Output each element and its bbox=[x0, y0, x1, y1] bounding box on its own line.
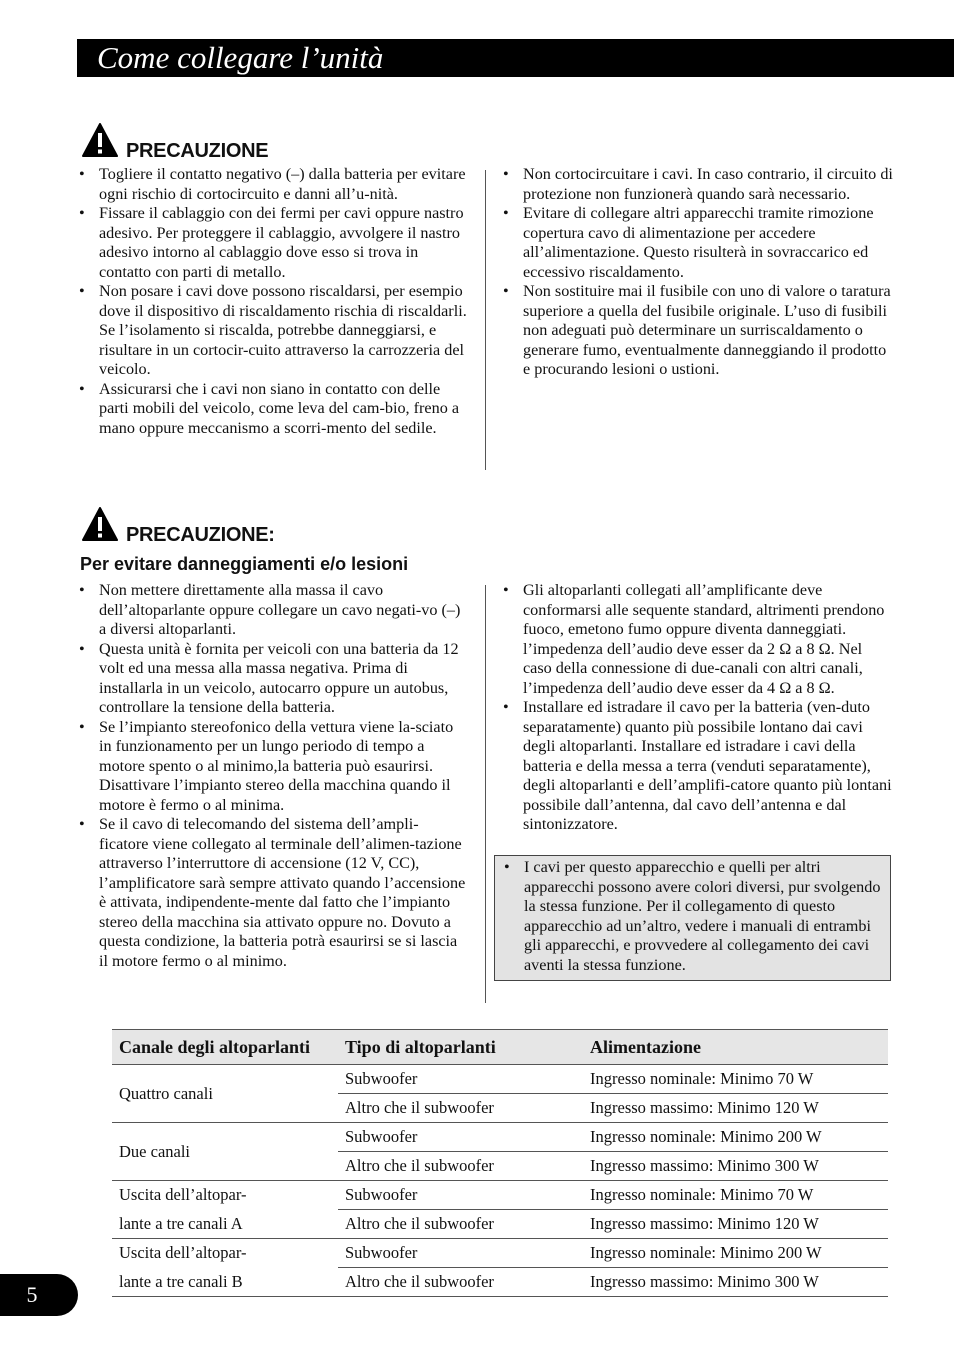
list-item-text: Se l’impianto stereofonico della vettura viene la-sciato in funzionamento per un lungo periodo di tempo a motore spento o al minimo,la batteria può esaurirsi. Disattivare l’impianto stereo della macchina quando il motore è fermo o al minima. bbox=[99, 717, 454, 814]
speaker-type-cell: Subwoofer bbox=[338, 1065, 583, 1094]
note-box bbox=[494, 855, 891, 981]
list-item-text: Se il cavo di telecomando del sistema dell’ampli-ficatore viene collegato al terminale dell’alimen-tazione attraverso l’interruttore di accensione (12 V, CC), l’amplificatore sarà sempre attivato quando l’accensione è attivata, indipendente-mente dal fatto che l’impianto stereo della macchina sia attivato oppure no. Dovuto a questa condizione, la batteria potrà esaurirsi se si lascia il motore fermo o al minimo. bbox=[99, 815, 466, 970]
table-row bbox=[112, 1239, 888, 1268]
list-item bbox=[77, 581, 467, 640]
column-divider bbox=[485, 585, 486, 1003]
speaker-type-cell: Altro che il subwoofer bbox=[338, 1268, 583, 1297]
power-cell: Ingresso nominale: Minimo 200 W bbox=[583, 1239, 888, 1268]
caution-subheading: Per evitare danneggiamenti e/o lesioni bbox=[80, 554, 409, 574]
channel-cell: lante a tre canali A bbox=[112, 1210, 338, 1239]
bullet: • bbox=[79, 581, 85, 599]
list-item bbox=[77, 380, 467, 439]
speaker-type-cell: Altro che il subwoofer bbox=[338, 1094, 583, 1123]
bullet: • bbox=[79, 165, 85, 183]
damage-left-column bbox=[77, 581, 467, 971]
list-item-text: Togliere il contatto negativo (–) dalla batteria per evitare ogni rischio di cortocircuito e danni all’u-nità. bbox=[99, 165, 466, 203]
bullet: • bbox=[79, 639, 85, 658]
table-row bbox=[112, 1181, 888, 1210]
header-channel: Canale degli altoparlanti bbox=[112, 1030, 338, 1065]
power-cell: Ingresso massimo: Minimo 120 W bbox=[583, 1210, 888, 1239]
list-item bbox=[501, 698, 893, 835]
damage-right-column bbox=[501, 581, 893, 835]
list-item-text: Questa unità è fornita per veicoli con una batteria da 12 volt ed una messa alla massa negativa. Prima di installarla in un veicolo, autocarro oppure un autobus, controllare la tensione della batteria. bbox=[99, 639, 459, 716]
channel-cell: lante a tre canali B bbox=[112, 1268, 338, 1297]
power-cell: Ingresso nominale: Minimo 70 W bbox=[583, 1065, 888, 1094]
bullet: • bbox=[503, 204, 509, 222]
table-body bbox=[112, 1065, 888, 1297]
list-item-text: Assicurarsi che i cavi non siano in contatto con delle parti mobili del veicolo, come leva del cam-bio, freno a mano oppure meccanismo a scorri-mento del sedile. bbox=[99, 379, 460, 437]
table-row bbox=[112, 1210, 888, 1239]
page-number-tab bbox=[0, 1274, 78, 1316]
warning-icon bbox=[81, 122, 119, 158]
speaker-type-cell: Subwoofer bbox=[338, 1239, 583, 1268]
list-item bbox=[77, 718, 467, 816]
list-item-text: Non mettere direttamente alla massa il cavo dell’altoparlante oppure collegare un cavo negati-vo (–) a diversi altoparlanti. bbox=[99, 581, 461, 638]
bullet: • bbox=[79, 204, 85, 222]
power-cell: Ingresso nominale: Minimo 70 W bbox=[583, 1181, 888, 1210]
caution-list bbox=[501, 165, 893, 380]
list-item-text: Non cortocircuitare i cavi. In caso contrario, il circuito di protezione non funzionerà quando sarà necessario. bbox=[523, 165, 893, 203]
list-item bbox=[77, 815, 467, 971]
note-item bbox=[502, 858, 886, 975]
table-row bbox=[112, 1268, 888, 1297]
bullet: • bbox=[503, 581, 509, 599]
caution-heading-2: PRECAUZIONE: bbox=[126, 524, 275, 546]
caution-list bbox=[77, 165, 467, 438]
power-cell: Ingresso nominale: Minimo 200 W bbox=[583, 1123, 888, 1152]
bullet: • bbox=[504, 858, 510, 876]
speaker-type-cell: Altro che il subwoofer bbox=[338, 1152, 583, 1181]
table-header-row bbox=[112, 1030, 888, 1065]
bullet: • bbox=[503, 282, 509, 300]
channel-cell: Due canali bbox=[112, 1123, 338, 1181]
list-item bbox=[501, 282, 893, 380]
speaker-power-table bbox=[112, 1029, 888, 1297]
title-bar bbox=[77, 39, 954, 77]
table-row bbox=[112, 1065, 888, 1094]
speaker-type-cell: Altro che il subwoofer bbox=[338, 1210, 583, 1239]
power-cell: Ingresso massimo: Minimo 300 W bbox=[583, 1152, 888, 1181]
list-item bbox=[501, 581, 893, 698]
caution-left-column bbox=[77, 165, 467, 438]
list-item-text: Non sostituire mai il fusibile con uno di valore o taratura superiore a quella del fusibile originale. L’uso di fusibili non adeguati può determinare un surriscaldamento o generare fumo, eventualmente danneggiando il prodotto e procurando lesioni o ustioni. bbox=[523, 282, 891, 378]
caution-list bbox=[501, 581, 893, 835]
channel-cell: Quattro canali bbox=[112, 1065, 338, 1123]
list-item bbox=[77, 165, 467, 204]
list-item bbox=[77, 640, 467, 718]
column-divider bbox=[485, 170, 486, 470]
list-item-text: Evitare di collegare altri apparecchi tramite rimozione copertura cavo di alimentazione per accedere all’alimentazione. Questo risulterà in sovraccarico ed eccessivo riscaldamento. bbox=[523, 204, 874, 281]
page-number: 5 bbox=[26, 1282, 38, 1307]
bullet: • bbox=[503, 698, 509, 716]
speaker-type-cell: Subwoofer bbox=[338, 1123, 583, 1152]
bullet: • bbox=[503, 165, 509, 183]
bullet: • bbox=[79, 282, 85, 300]
note-text: I cavi per questo apparecchio e quelli per altri apparecchi possono avere colori diversi, pur svolgendo la stessa funzione. Per il collegamento di questo apparecchio ad un’altro, vedere i manuali di entrambi gli apparecchi, e provvedere al collegamento dei cavi aventi la stessa funzione. bbox=[524, 858, 881, 974]
bullet: • bbox=[79, 717, 85, 736]
caution-heading: PRECAUZIONE bbox=[126, 140, 269, 162]
list-item bbox=[501, 204, 893, 282]
list-item-text: Installare ed istradare il cavo per la batteria (ven-duto separatamente) quanto più possibile lontano dai cavi degli altoparlanti. Installare ed istradare i cavi della batteria e della messa a terra (venduti separatamente), degli altoparlanti e dell’amplifi-catore quanto più lontani possibile dall’antenna, dal cavo dell’antenna e dal sintonizzatore. bbox=[523, 698, 892, 833]
bullet: • bbox=[79, 379, 85, 398]
list-item-text: Gli altoparlanti collegati all’amplificante deve conformarsi alle sequente standard, altrimenti prendono fuoco, emetono fumo oppure diventa danneggiati. l’impedenza dell’audio deve esser da 2 Ω a 8 Ω. Nel caso della connessione di due-canali con altri canali, l’impedenza dell’audio deve esser da 4 Ω a 8 Ω. bbox=[523, 581, 885, 697]
bullet: • bbox=[79, 815, 85, 833]
warning-icon bbox=[81, 506, 119, 542]
channel-cell: Uscita dell’altopar- bbox=[119, 1243, 247, 1263]
power-cell: Ingresso massimo: Minimo 300 W bbox=[583, 1268, 888, 1297]
caution-list bbox=[77, 581, 467, 971]
caution-right-column bbox=[501, 165, 893, 380]
header-power: Alimentazione bbox=[583, 1030, 888, 1065]
list-item-text: Fissare il cablaggio con dei fermi per cavi oppure nastro adesivo. Per proteggere il cablaggio, avvolgere il nastro adesivo intorno al cablaggio dove esso si trova in contatto con parti di metallo. bbox=[99, 204, 464, 281]
list-item bbox=[501, 165, 893, 204]
header-speaker-type: Tipo di altoparlanti bbox=[338, 1030, 583, 1065]
speaker-type-cell: Subwoofer bbox=[338, 1181, 583, 1210]
list-item bbox=[77, 204, 467, 282]
table-row bbox=[112, 1123, 888, 1152]
page-title: Come collegare l’unità bbox=[97, 40, 384, 75]
channel-cell: Uscita dell’altopar- bbox=[119, 1185, 247, 1205]
list-item-text: Non posare i cavi dove possono riscaldarsi, per esempio dove il dispositivo di riscaldamento rischia di riscaldarli. Se l’isolamento si riscalda, potrebbe danneggiarsi, e risultare in un cortocir-cuito attraverso la carrozzeria del veicolo. bbox=[99, 282, 467, 378]
power-cell: Ingresso massimo: Minimo 120 W bbox=[583, 1094, 888, 1123]
list-item bbox=[77, 282, 467, 380]
